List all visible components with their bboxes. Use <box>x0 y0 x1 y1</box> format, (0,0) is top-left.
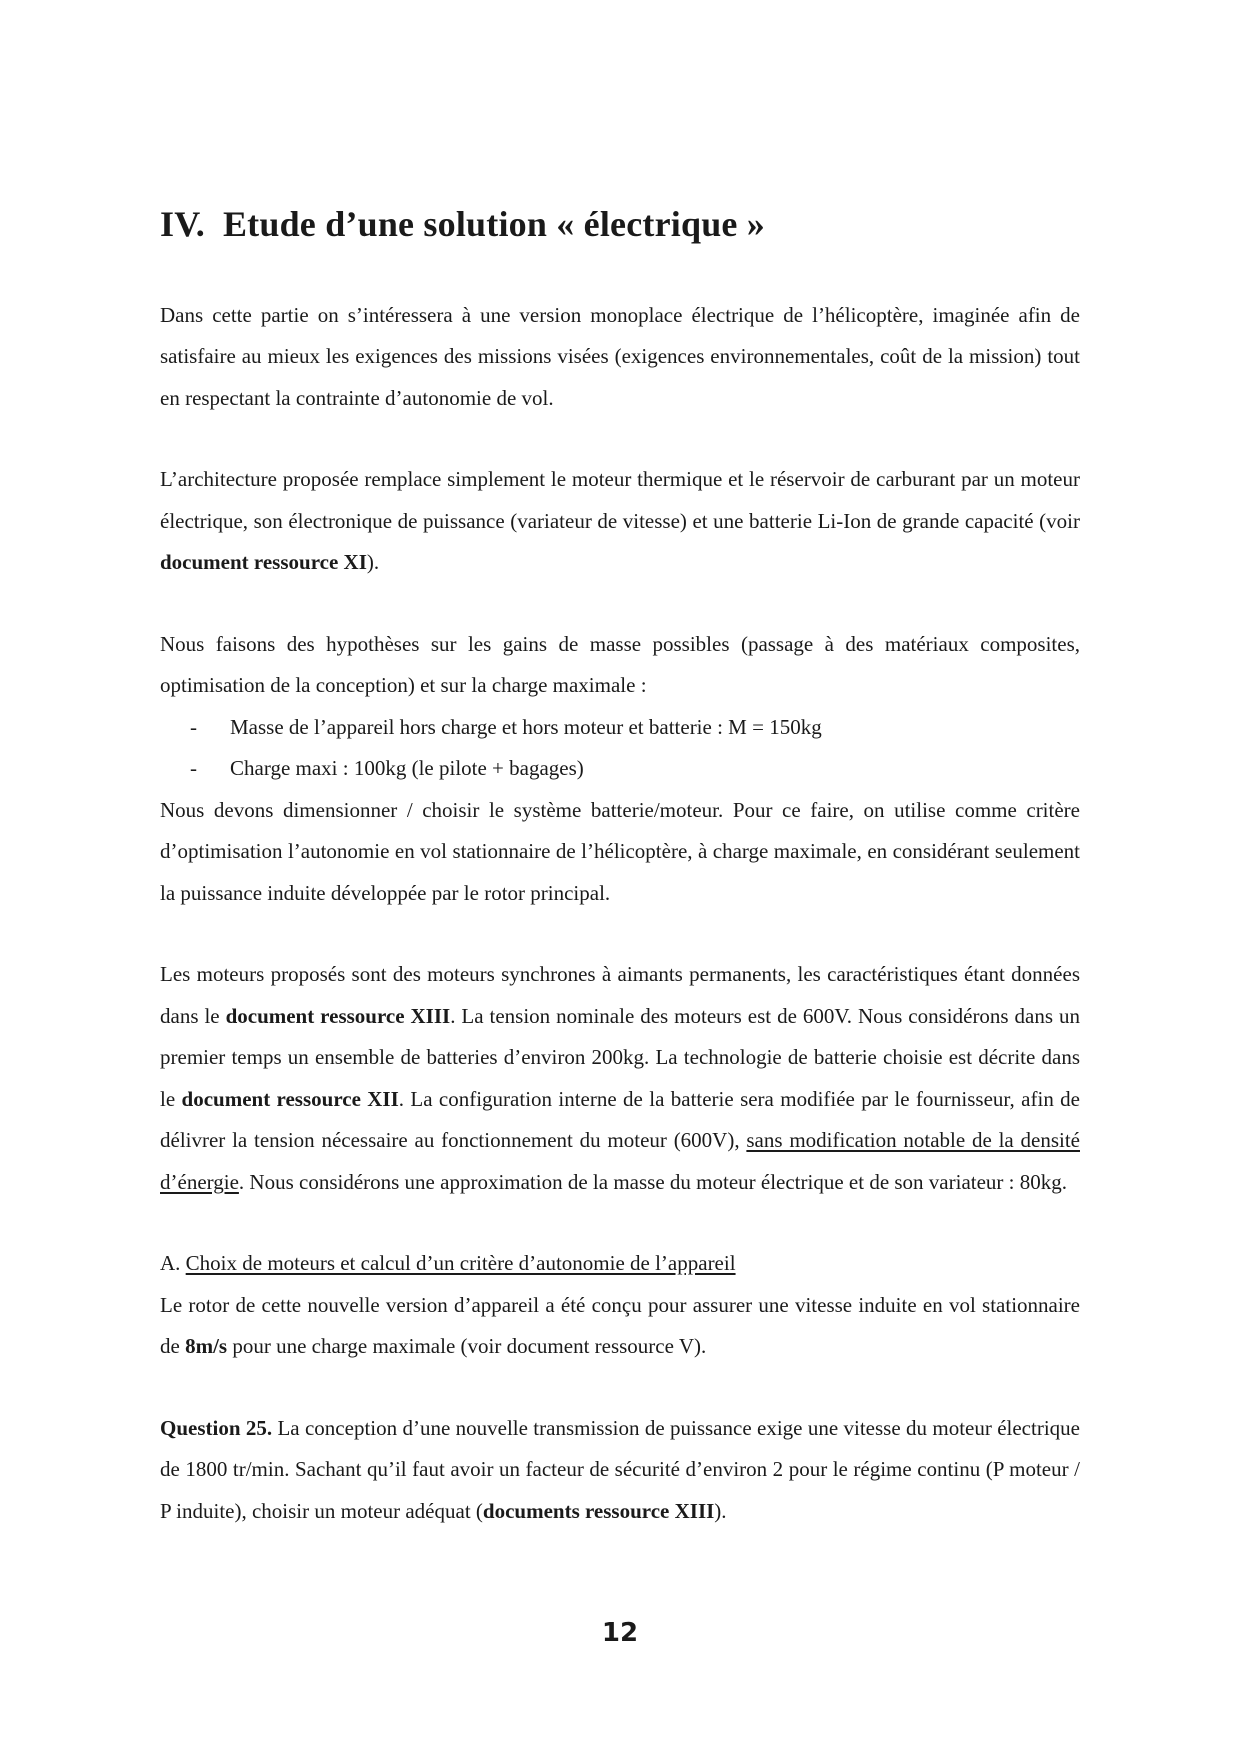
list-item: - Charge maxi : 100kg (le pilote + bagages) <box>190 756 584 781</box>
section-title <box>160 205 1080 245</box>
section-number: IV. <box>160 204 205 244</box>
architecture-paragraph: L’architecture proposée remplace simplement le moteur thermique et le réservoir de carburant par un moteur électrique, son électronique de puissance (variateur de vitesse) et une batterie Li-Ion de grande capacité (voir document ressource XI). <box>160 467 1080 575</box>
induced-speed: 8m/s <box>185 1334 228 1359</box>
question-25: Question 25. La conception d’une nouvelle transmission de puissance exige une vitesse du moteur électrique de 1800 tr/min. Sachant qu’il faut avoir un facteur de sécurité d’environ 2 pour le régime continu (P moteur / P induite), choisir un moteur adéquat (documents ressource XIII). <box>160 1415 1080 1523</box>
hypotheses-list <box>160 707 1080 790</box>
page-number: 12 <box>601 1618 639 1648</box>
subsection-a-heading: A. Choix de moteurs et calcul d’un critère d’autonomie de l’appareil <box>160 1251 736 1276</box>
underlined-note: sans modification notable de la densité d’énergie <box>160 1128 1080 1194</box>
dimensioning-paragraph: Nous devons dimensionner / choisir le système batterie/moteur. Pour ce faire, on utilise comme critère d’optimisation l’autonomie en vol stationnaire de l’hélicoptère, à charge maximale, en considérant seulement la puissance induite développée par le rotor principal. <box>160 797 1080 905</box>
section-title-text: Etude d’une solution « électrique » <box>222 204 765 244</box>
intro-paragraph: Dans cette partie on s’intéressera à une version monoplace électrique de l’hélicoptère, imaginée afin de satisfaire au mieux les exigences des missions visées (exigences environnementales, coût de la mission) tout en respectant la contrainte d’autonomie de vol. <box>160 302 1080 410</box>
ref-document-xiii: document ressource XIII <box>225 1003 451 1028</box>
motors-paragraph: Les moteurs proposés sont des moteurs synchrones à aimants permanents, les caractéristiques étant données dans le document ressource XIII. La tension nominale des moteurs est de 600V. Nous considérons dans un premier temps un ensemble de batteries d’environ 200kg. La technologie de batterie choisie est décrite dans le document ressource XII. La configuration interne de la batterie sera modifiée par le fournisseur, afin de délivrer la tension nécessaire au fonctionnement du moteur (600V), sans modification notable de la densité d’énergie. Nous considérons une approximation de la masse du moteur électrique et de son variateur : 80kg. <box>160 962 1081 1194</box>
ref-documents-xiii: documents ressource XIII <box>482 1498 715 1523</box>
hypotheses-intro: Nous faisons des hypothèses sur les gains de masse possibles (passage à des matériaux composites, optimisation de la conception) et sur la charge maximale : <box>160 631 1080 698</box>
question-label: Question 25. <box>160 1415 273 1440</box>
ref-document-xii: document ressource XII <box>181 1086 399 1111</box>
list-item: - Masse de l’appareil hors charge et hors moteur et batterie : M = 150kg <box>190 714 822 739</box>
document-page <box>160 205 1080 1532</box>
subsection-a-paragraph: Le rotor de cette nouvelle version d’appareil a été conçu pour assurer une vitesse induite en vol stationnaire de 8m/s pour une charge maximale (voir document ressource V). <box>160 1292 1080 1359</box>
subsection-a-title: Choix de moteurs et calcul d’un critère d’autonomie de l’appareil <box>185 1251 736 1276</box>
ref-document-xi: document ressource XI <box>160 550 367 575</box>
